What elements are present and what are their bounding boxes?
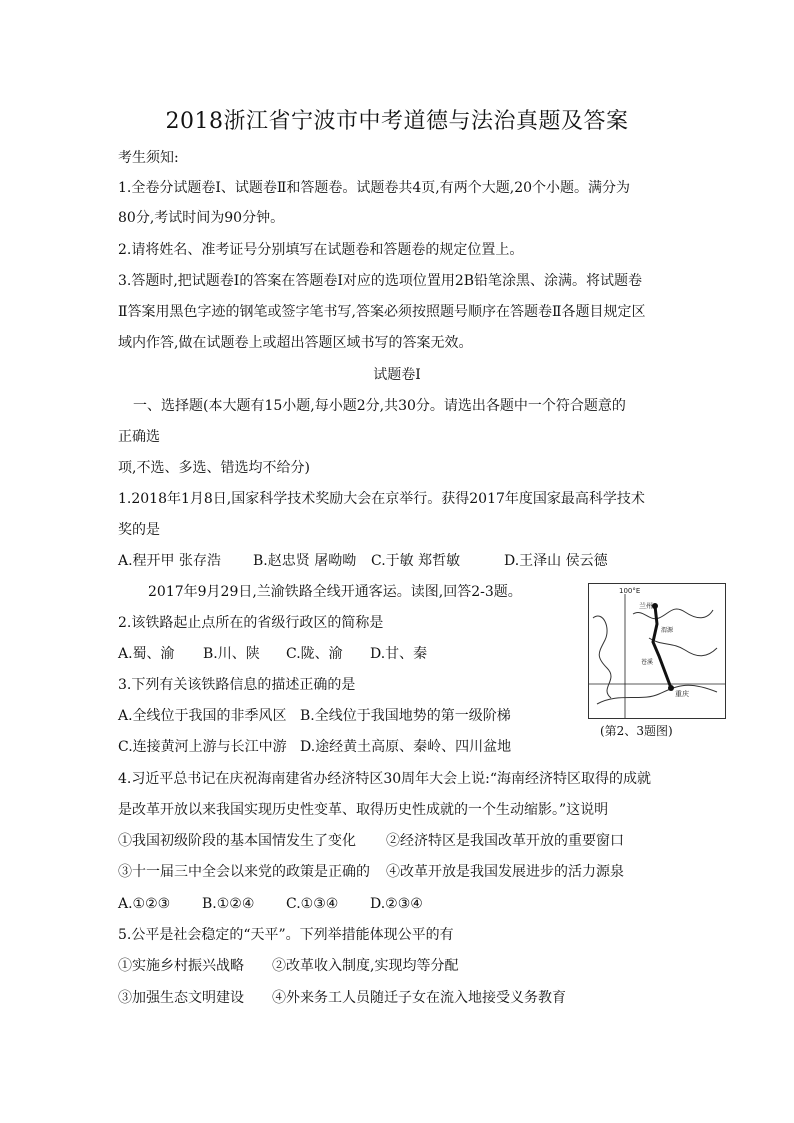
notice-line: 3.答题时,把试题卷I的答案在答题卷I对应的选项位置用2B铅笔涂黑、涂满。将试题卷 xyxy=(118,273,643,289)
q1-option-b: B.赵忠贤 屠呦呦 xyxy=(253,553,357,569)
q4-option-d: D.②③④ xyxy=(370,896,423,912)
river-line xyxy=(593,616,611,698)
q1-stem: 奖的是 xyxy=(118,522,160,538)
city-label-lanzhou: 兰州 xyxy=(639,602,653,610)
section-title: 试题卷I xyxy=(373,367,421,383)
railway-map xyxy=(588,583,726,719)
q5-stem: 5.公平是社会稳定的“天平”。下列举措能体现公平的有 xyxy=(118,927,454,943)
part-intro-line: 项,不选、多选、错选均不给分) xyxy=(118,460,310,476)
page-title: 2018浙江省宁波市中考道德与法治真题及答案 xyxy=(165,109,629,134)
q3-option-c: C.连接黄河上游与长江中游 xyxy=(118,739,287,755)
notice-line: 域内作答,做在试题卷上或超出答题区域书写的答案无效。 xyxy=(118,335,473,351)
railway-route xyxy=(653,606,671,688)
q5-statement: ④外来务工人员随迁子女在流入地接受义务教育 xyxy=(272,990,566,1006)
river-line xyxy=(633,609,713,619)
notice-line: 80分,考试时间为90分钟。 xyxy=(118,210,285,226)
q2-option-b: B.川、陕 xyxy=(203,646,260,662)
q2-option-c: C.陇、渝 xyxy=(286,646,343,662)
chongqing-marker xyxy=(668,685,674,691)
city-label-chongqing: 重庆 xyxy=(675,690,689,698)
q4-statement: ③十一届三中全会以来党的政策是正确的 xyxy=(118,864,370,880)
city-label-weiyuan: 渭源 xyxy=(661,627,674,634)
q4-option-a: A.①②③ xyxy=(118,896,171,912)
part-intro-line: 正确选 xyxy=(118,429,160,445)
map-caption: (第2、3题图) xyxy=(600,724,673,738)
notice-line: 1.全卷分试题卷I、试题卷Ⅱ和答题卷。试题卷共4页,有两个大题,20个小题。满分为 xyxy=(118,180,631,196)
notice-line: Ⅱ答案用黑色字迹的钢笔或签字笔书写,答案必须按照题号顺序在答题卷Ⅱ各题目规定区 xyxy=(118,304,646,320)
notice-line: 2.请将姓名、准考证号分别填写在试题卷和答题卷的规定位置上。 xyxy=(118,242,524,258)
q5-statement: ③加强生态文明建设 xyxy=(118,990,244,1006)
notice-heading: 考生须知: xyxy=(118,150,179,166)
q1-option-d: D.王泽山 侯云德 xyxy=(504,553,608,569)
q4-stem: 是改革开放以来我国实现历史性变革、取得历史性成就的一个生动缩影。”这说明 xyxy=(118,802,609,818)
part-intro-line: 一、选择题(本大题有15小题,每小题2分,共30分。请选出各题中一个符合题意的 xyxy=(133,398,626,414)
q2-stem: 2.该铁路起止点所在的省级行政区的简称是 xyxy=(118,615,384,631)
q3-stem: 3.下列有关该铁路信息的描述正确的是 xyxy=(118,677,356,693)
q1-option-c: C.于敏 郑哲敏 xyxy=(371,553,461,569)
q4-option-c: C.①③④ xyxy=(286,896,339,912)
city-label-cangxi: 苍溪 xyxy=(641,659,654,666)
q4-option-b: B.①②④ xyxy=(202,896,255,912)
river-line xyxy=(597,685,717,704)
q4-statement: ②经济特区是我国改革开放的重要窗口 xyxy=(386,833,624,849)
q4-statement: ①我国初级阶段的基本国情发生了变化 xyxy=(118,833,356,849)
q5-statement: ②改革收入制度,实现均等分配 xyxy=(272,958,459,974)
q3-option-a: A.全线位于我国的非季风区 xyxy=(118,708,287,724)
railway-map-drawing xyxy=(589,584,725,718)
q3-option-d: D.途经黄土高原、秦岭、四川盆地 xyxy=(300,739,512,755)
q2-option-d: D.甘、秦 xyxy=(370,646,428,662)
q5-statement: ①实施乡村振兴战略 xyxy=(118,958,244,974)
q2-option-a: A.蜀、渝 xyxy=(118,646,175,662)
q1-stem: 1.2018年1月8日,国家科学技术奖励大会在京举行。获得2017年度国家最高科学技术 xyxy=(118,491,645,507)
q4-stem: 4.习近平总书记在庆祝海南建省办经济特区30周年大会上说:“海南经济特区取得的成就 xyxy=(118,771,652,787)
q3-option-b: B.全线位于我国地势的第一级阶梯 xyxy=(300,708,511,724)
q4-statement: ④改革开放是我国发展进步的活力源泉 xyxy=(386,864,624,880)
meridian-label: 100°E xyxy=(619,587,641,595)
q1-option-a: A.程开甲 张存浩 xyxy=(118,553,222,569)
q2-3-context: 2017年9月29日,兰渝铁路全线开通客运。读图,回答2-3题。 xyxy=(148,584,522,600)
